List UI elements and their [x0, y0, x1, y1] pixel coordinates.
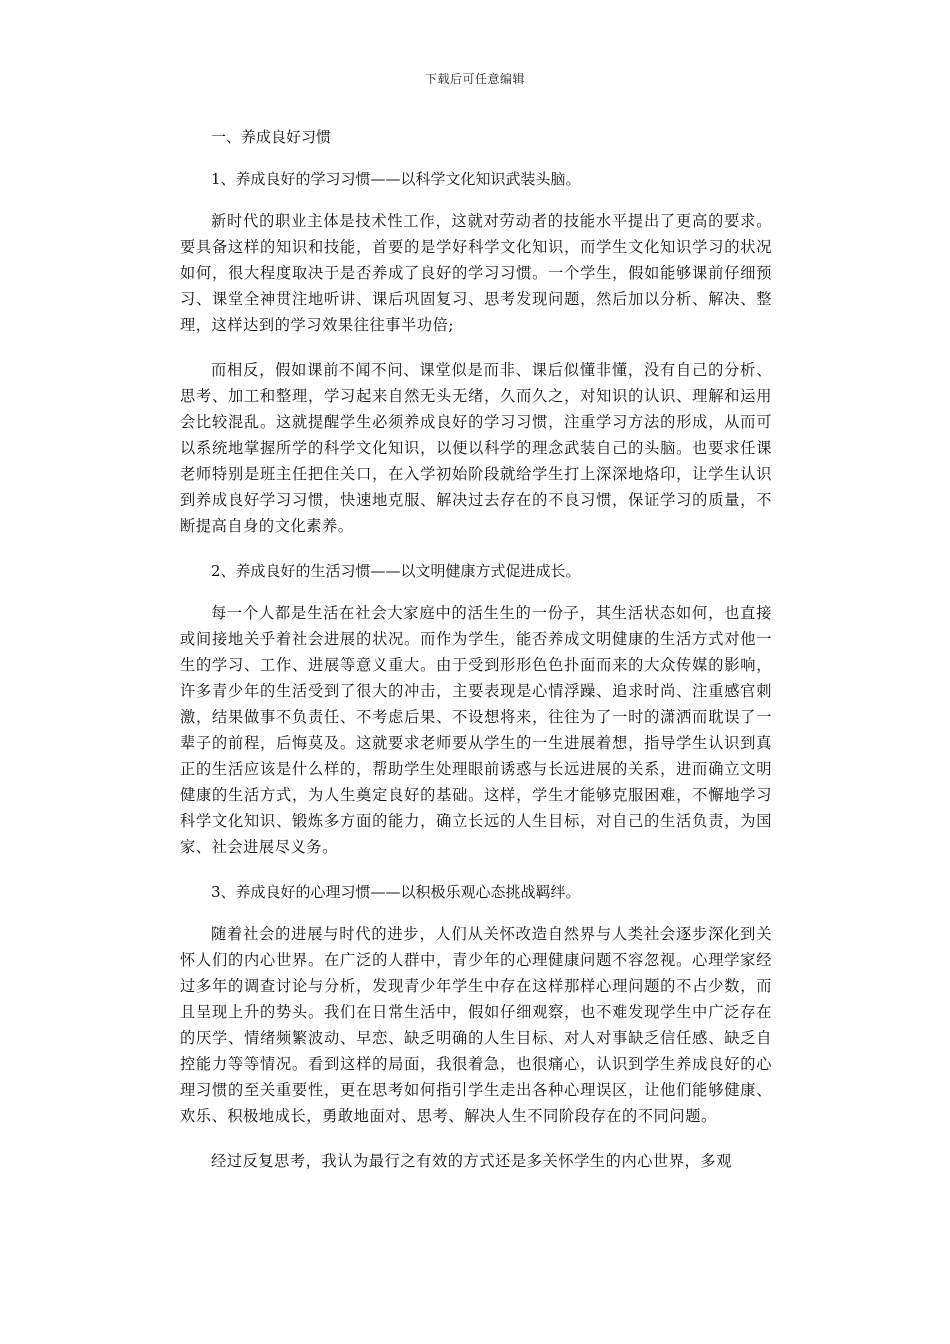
paragraph-psychology-2: 经过反复思考，我认为最行之有效的方式还是多关怀学生的内心世界，多观	[211, 1152, 732, 1170]
subsection-title-life: 2、养成良好的生活习惯——以文明健康方式促进成长。	[211, 562, 581, 580]
paragraph-study-1: 新时代的职业主体是技术性工作，这就对劳动者的技能水平提出了更高的要求。要具备这样的知识和技能，首要的是学好科学文化知识，而学生文化知识学习的状况如何，很大程度取决于是否养成了良好的学习习惯。一个学生，假如能够课前仔细预习、课堂全神贯注地听讲、课后巩固复习、思考发现问题，然后加以分析、解决、整理，这样达到的学习效果往往事半功倍;	[180, 212, 772, 334]
paragraph-study-2: 而相反，假如课前不闻不问、课堂似是而非、课后似懂非懂，没有自己的分析、思考、加工和整理，学习起来自然无头无绪，久而久之，对知识的认识、理解和运用会比较混乱。这就提醒学生必须养成良好的学习习惯，注重学习方法的形成，从而可以系统地掌握所学的科学文化知识，以便以科学的理念武装自己的头脑。也要求任课老师特别是班主任把住关口，在入学初始阶段就给学生打上深深地烙印，让学生认识到养成良好学习习惯，快速地克服、解决过去存在的不良习惯，保证学习的质量，不断提高自身的文化素养。	[180, 361, 772, 535]
paragraph-psychology-1: 随着社会的进展与时代的进步，人们从关怀改造自然界与人类社会逐步深化到关怀人们的内心世界。在广泛的人群中，青少年的心理健康问题不容忽视。心理学家经过多年的调查讨论与分析，发现青少年学生中存在这样那样心理问题的不占少数，而且呈现上升的势头。我们在日常生活中，假如仔细观察，也不难发现学生中广泛存在的厌学、情绪频繁波动、早恋、缺乏明确的人生目标、对人对事缺乏信任感、缺乏自控能力等等情况。看到这样的局面，我很着急，也很痛心，认识到学生养成良好的心理习惯的至关重要性，更在思考如何指引学生走出各种心理误区，让他们能够健康、欢乐、积极地成长，勇敢地面对、思考、解决人生不同阶段存在的不同问题。	[180, 925, 772, 1125]
subsection-title-study: 1、养成良好的学习习惯——以科学文化知识武装头脑。	[211, 170, 581, 188]
document-body	[180, 124, 772, 1193]
subsection-title-psychology: 3、养成良好的心理习惯——以积极乐观心态挑战羁绊。	[211, 883, 581, 901]
section-title: 一、养成良好习惯	[211, 128, 332, 146]
paragraph-life-1: 每一个人都是生活在社会大家庭中的活生生的一份子，其生活状态如何，也直接或间接地关乎着社会进展的状况。而作为学生，能否养成文明健康的生活方式对他一生的学习、工作、进展等意义重大。由于受到形形色色扑面而来的大众传媒的影响，许多青少年的生活受到了很大的冲击，主要表现是心情浮躁、追求时尚、注重感官刺激，结果做事不负责任、不考虑后果、不设想将来，往往为了一时的潇洒而耽误了一辈子的前程，后悔莫及。这就要求老师要从学生的一生进展着想，指导学生认识到真正的生活应该是什么样的，帮助学生处理眼前诱惑与长远进展的关系，进而确立文明健康的生活方式，为人生奠定良好的基础。这样，学生才能够克服困难，不懈地学习科学文化知识、锻炼多方面的能力，确立长远的人生目标，对自己的生活负责，为国家、社会进展尽义务。	[180, 604, 772, 856]
page-header-note: 下载后可任意编辑	[424, 72, 525, 86]
